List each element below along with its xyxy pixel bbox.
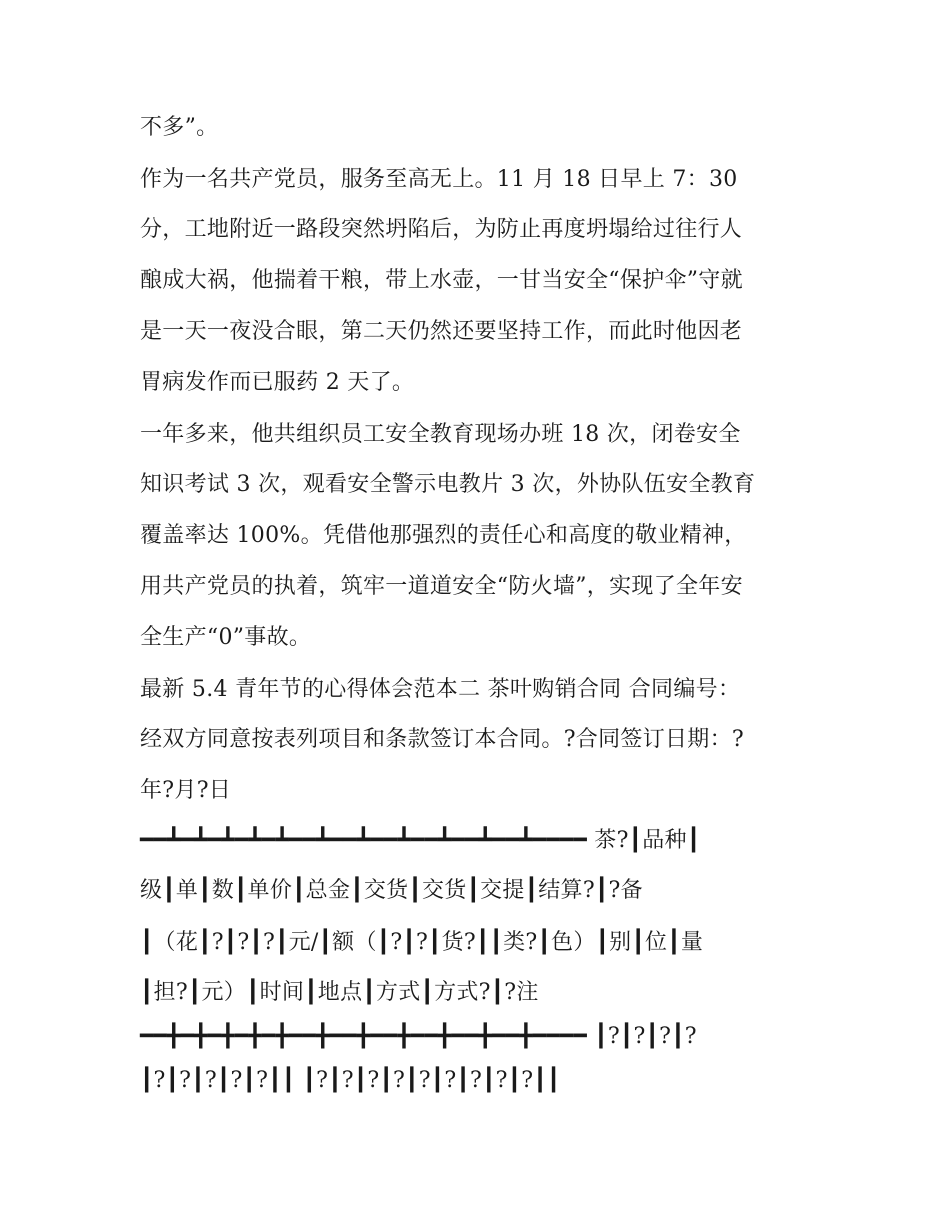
text-line-12: 最新 5.4 青年节的心得体会范本二 茶叶购销合同 合同编号： <box>140 677 741 702</box>
text-line-5: 是一天一夜没合眼，第二天仍然还要坚持工作，而此时他因老 <box>140 319 743 344</box>
text-line-14: 年?月?日 <box>140 778 232 803</box>
text-line-7: 一年多来，他共组织员工安全教育现场办班 18 次，闭卷安全 <box>140 422 741 447</box>
table-header-line-3: ┃担?┃元）┃时间┃地点┃方式┃方式?┃?注 <box>140 980 539 1005</box>
text-line-2: 作为一名共产党员，服务至高无上。11 月 18 日早上 7：30 <box>140 167 738 192</box>
text-line-11: 全生产“0”事故。 <box>140 625 312 650</box>
text-line-1: 不多”。 <box>140 115 219 140</box>
table-header-line-2: ┃（花┃?┃?┃?┃元/┃额（┃?┃?┃货?┃┃类?┃色）┃别┃位┃量 <box>140 930 704 955</box>
table-header-line-1: 级┃单┃数┃单价┃总金┃交货┃交货┃交提┃结算?┃?备 <box>140 878 643 903</box>
text-line-6: 胃病发作而已服药 2 天了。 <box>140 370 415 395</box>
text-line-10: 用共产党员的执着，筑牢一道道安全“防火墙”，实现了全年安 <box>140 574 743 599</box>
table-border-line-1: ━━┻━┻━┻━┻━┻━━┻━━┻━━┻━━┻━━┻━━┻━━━━ 茶?┃品种┃ <box>140 828 701 853</box>
text-line-8: 知识考试 3 次，观看安全警示电教片 3 次，外协队伍安全教育 <box>140 472 756 497</box>
text-line-4: 酿成大祸，他揣着干粮，带上水壶，一甘当安全“保护伞”守就 <box>140 268 743 293</box>
text-line-9: 覆盖率达 100%。凭借他那强烈的责任心和高度的敬业精神， <box>140 523 747 548</box>
table-border-line-2: ━━╋━╋━╋━╋━╋━━╋━━╋━━╋━━╋━━╋━━╋━━━━ ┃?┃?┃?┃? <box>140 1024 697 1049</box>
text-line-13: 经双方同意按表列项目和条款签订本合同。?合同签订日期：? <box>140 727 744 752</box>
table-row-line: ┃?┃?┃?┃?┃?┃┃ ┃?┃?┃?┃?┃?┃?┃?┃?┃?┃┃ <box>140 1068 561 1093</box>
text-line-3: 分，工地附近一路段突然坍陷后，为防止再度坍塌给过往行人 <box>140 217 743 242</box>
